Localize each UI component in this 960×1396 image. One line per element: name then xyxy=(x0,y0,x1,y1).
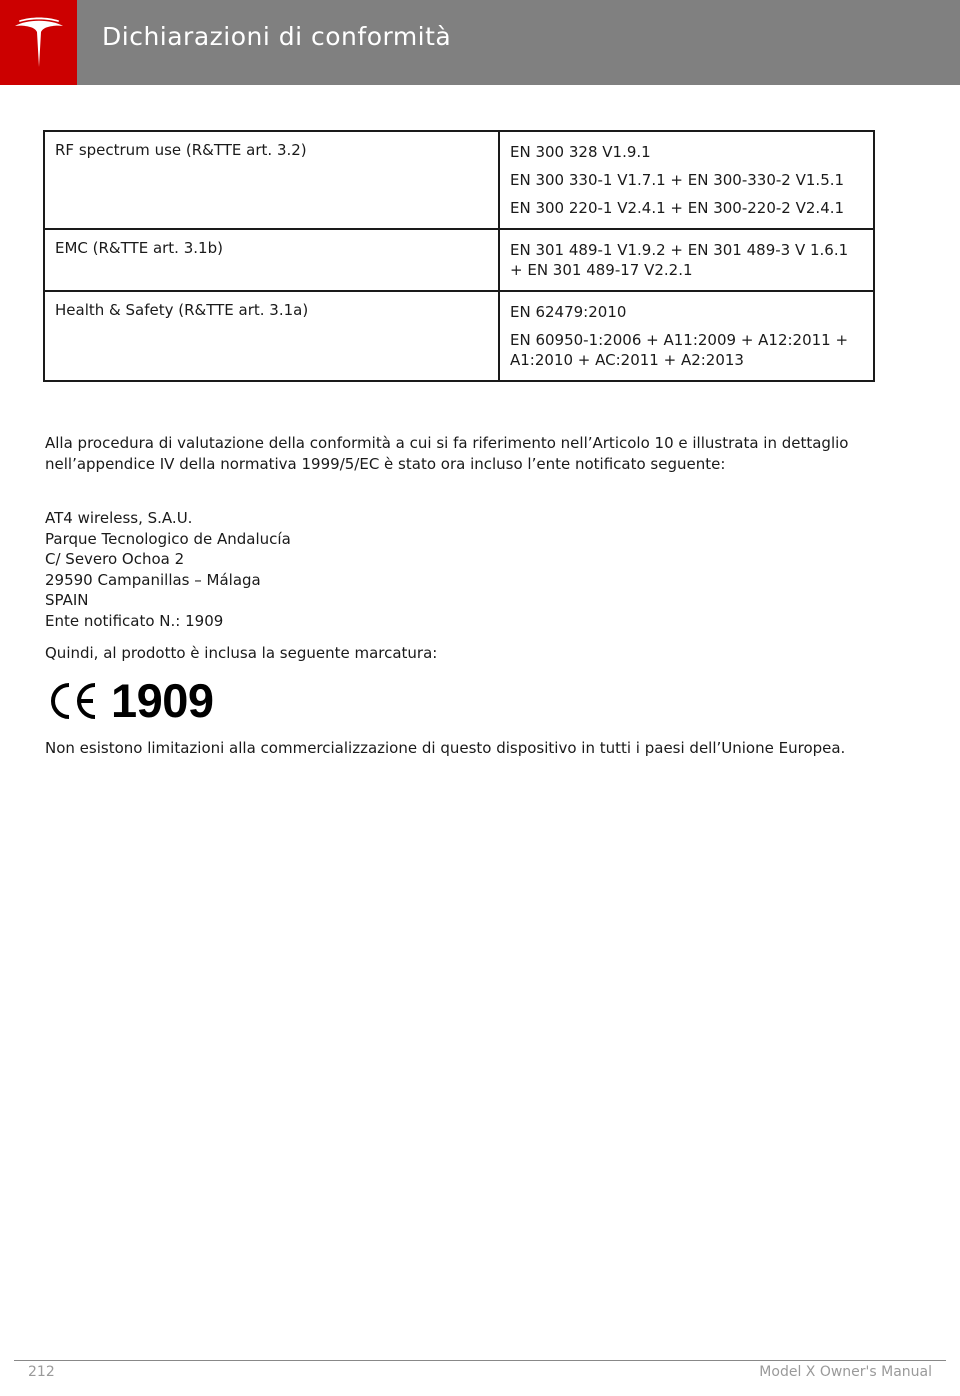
manual-title: Model X Owner's Manual xyxy=(759,1364,932,1380)
tesla-logo-icon xyxy=(13,17,65,69)
intro-paragraph: Alla procedura di valutazione della conformità a cui si fa riferimento nell’Articolo 10 e illustrata in dettaglio nell’appendice IV della normativa 1999/5/EC è stato ora incluso l’ente notificato seguente: xyxy=(45,434,849,473)
standards-cell xyxy=(499,291,874,381)
address-line: C/ Severo Ochoa 2 xyxy=(45,550,185,568)
standard-reference: EN 300 220-1 V2.4.1 + EN 300-220-2 V2.4.1 xyxy=(510,199,845,217)
marking-intro: Quindi, al prodotto è inclusa la seguente marcatura: xyxy=(45,644,438,662)
table-row xyxy=(44,229,874,291)
standards-cell xyxy=(499,131,874,229)
brand-logo xyxy=(0,0,77,85)
footer-divider xyxy=(14,1360,946,1361)
address-line: Parque Tecnologico de Andalucía xyxy=(45,529,291,548)
table-row xyxy=(44,131,874,229)
requirement-label: Health & Safety (R&TTE art. 3.1a) xyxy=(44,291,499,381)
address-line: 29590 Campanillas – Málaga xyxy=(45,570,261,589)
ce-logo-icon xyxy=(47,681,99,721)
ce-marking xyxy=(47,674,214,727)
page-header xyxy=(0,0,960,85)
standard-reference: EN 301 489-1 V1.9.2 + EN 301 489-3 V 1.6.1 + EN 301 489-17 V2.2.1 xyxy=(510,241,849,279)
closing-paragraph: Non esistono limitazioni alla commercializzazione di questo dispositivo in tutti i paesi dell’Unione Europea. xyxy=(45,739,846,757)
notified-body-number: 1909 xyxy=(111,674,214,727)
requirement-label: EMC (R&TTE art. 3.1b) xyxy=(44,229,499,291)
page-number: 212 xyxy=(28,1364,55,1380)
notified-body-address xyxy=(45,508,875,631)
conformity-standards-table xyxy=(43,130,875,382)
standard-reference: EN 300 330-1 V1.7.1 + EN 300-330-2 V1.5.1 xyxy=(510,171,845,189)
standard-reference: EN 62479:2010 xyxy=(510,303,627,321)
address-line: AT4 wireless, S.A.U. xyxy=(45,509,193,527)
standard-reference: EN 300 328 V1.9.1 xyxy=(510,143,651,161)
address-line: SPAIN xyxy=(45,591,89,609)
requirement-label: RF spectrum use (R&TTE art. 3.2) xyxy=(44,131,499,229)
standards-cell xyxy=(499,229,874,291)
table-row xyxy=(44,291,874,381)
page-title: Dichiarazioni di conformità xyxy=(102,22,452,51)
address-line: Ente notificato N.: 1909 xyxy=(45,611,224,630)
standard-reference: EN 60950-1:2006 + A11:2009 + A12:2011 + A1:2010 + AC:2011 + A2:2013 xyxy=(510,331,849,369)
